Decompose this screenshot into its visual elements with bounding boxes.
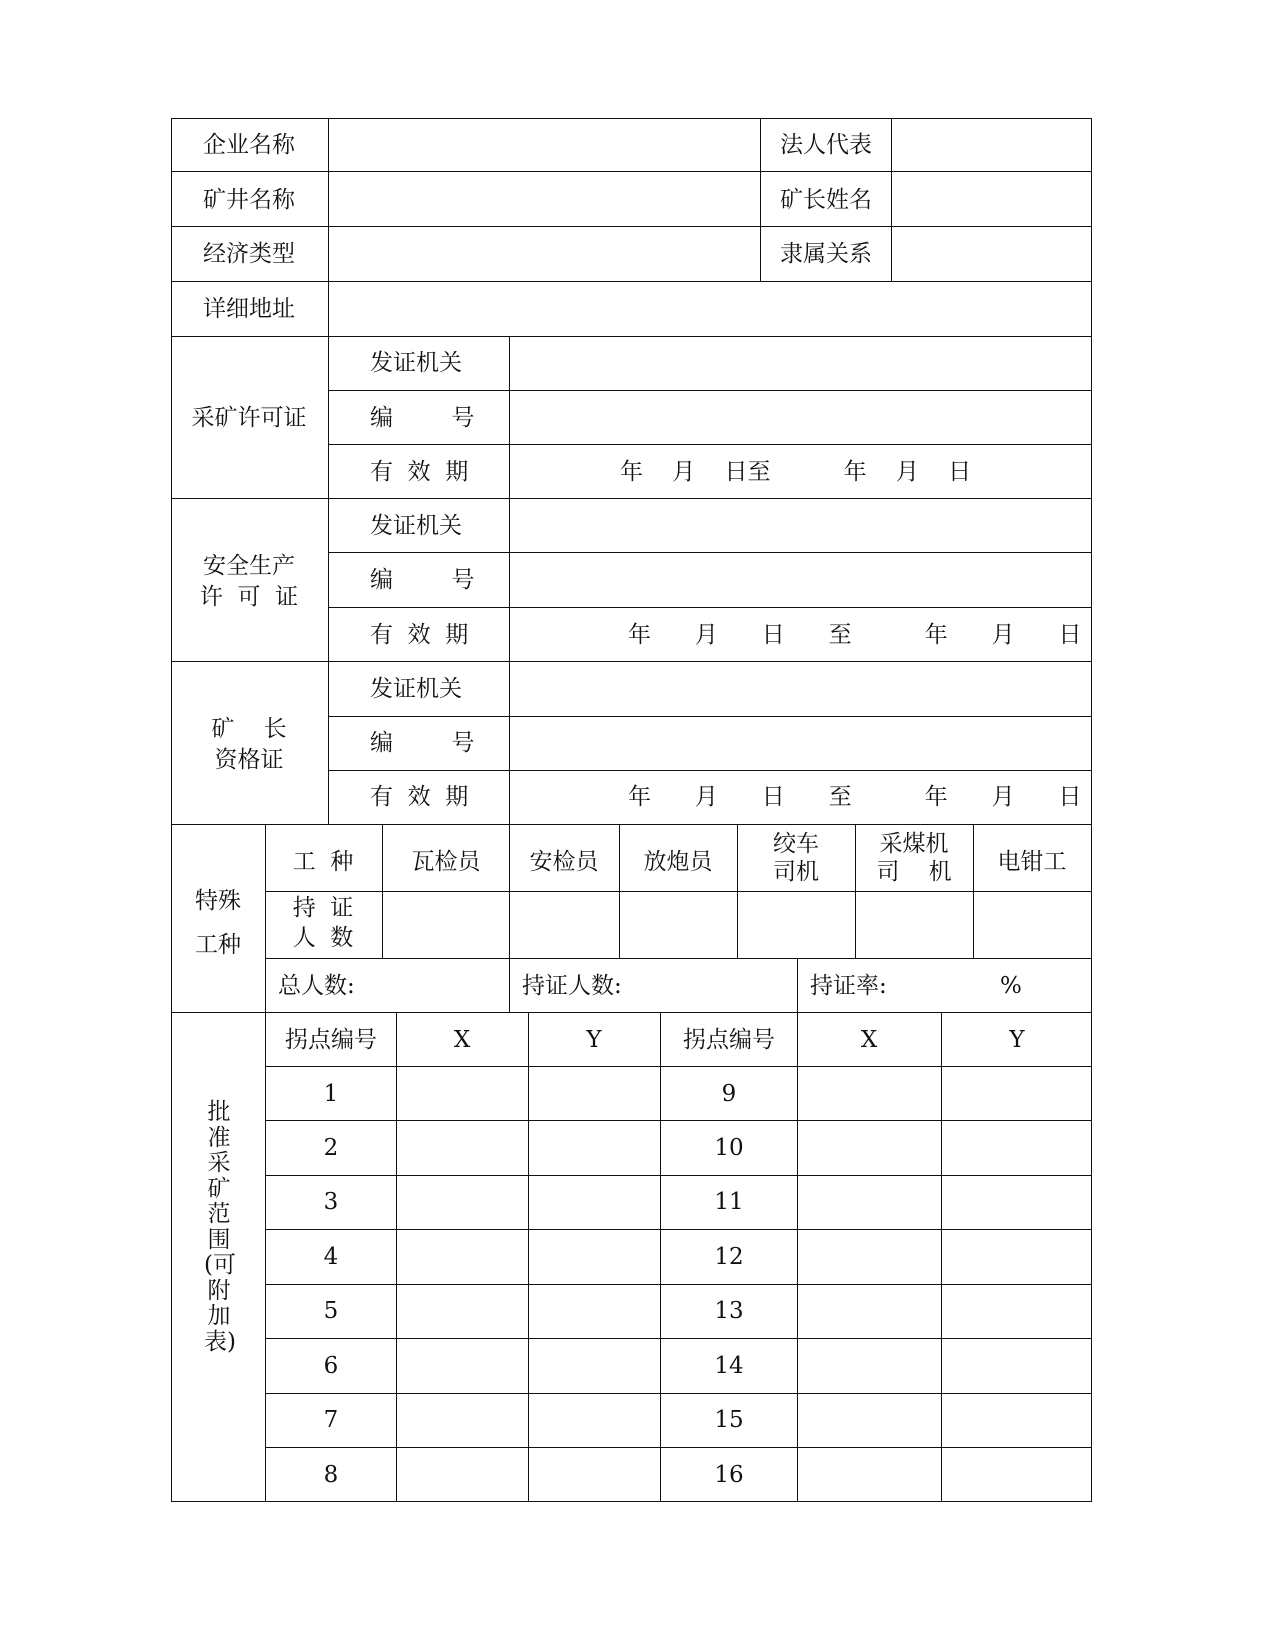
safety-permit-validity-dates: 年 月 日 至 年 月 日 (628, 622, 1082, 648)
row-divider (329, 716, 1092, 717)
row-divider (265, 1066, 1092, 1067)
point-number: 4 (323, 1244, 339, 1270)
row-divider (329, 552, 1092, 553)
col-header-y: Y (1009, 1027, 1025, 1053)
trade-label: 采煤机 (879, 831, 949, 857)
row-divider (265, 1447, 1092, 1448)
row-divider (171, 498, 1092, 499)
mining-range-label: 批准采矿范围(可附加表) (204, 1099, 236, 1355)
point-number: 8 (323, 1462, 339, 1488)
trade-label-line2: 司 机 (876, 859, 952, 885)
row-divider (171, 226, 1092, 227)
point-number: 16 (714, 1462, 744, 1488)
row-divider (329, 770, 1092, 771)
row-divider (171, 281, 1092, 282)
col-header-y: Y (586, 1027, 602, 1053)
safety-permit-issuer-label: 发证机关 (370, 513, 462, 539)
point-number: 3 (323, 1189, 339, 1215)
col-divider (528, 1012, 529, 1502)
company-name-label: 企业名称 (203, 132, 295, 158)
col-header-point: 拐点编号 (285, 1027, 377, 1053)
col-divider (265, 824, 266, 1502)
trade-header-label: 工 种 (292, 849, 354, 875)
col-divider (619, 824, 620, 958)
row-divider (265, 891, 1092, 892)
point-number: 5 (323, 1298, 339, 1324)
mining-permit-number-label: 编 号 (370, 405, 475, 431)
legal-rep-label: 法人代表 (780, 132, 872, 158)
economic-type-label: 经济类型 (203, 241, 295, 267)
mine-head-cert-label-line1: 矿 长 (211, 716, 287, 742)
point-number: 13 (714, 1298, 744, 1324)
total-count-label: 总人数: (278, 973, 355, 999)
mining-permit-validity-dates: 年 月 日至 年 月 日 (620, 459, 972, 485)
row-divider (329, 607, 1092, 608)
point-number: 1 (323, 1081, 339, 1107)
safety-permit-label-line1: 安全生产 (203, 553, 295, 579)
rate-unit: % (1000, 973, 1022, 999)
trade-label: 放炮员 (643, 849, 713, 875)
col-divider (660, 1012, 661, 1502)
col-divider (891, 118, 892, 281)
mining-permit-label: 采矿许可证 (191, 405, 307, 431)
col-header-point: 拐点编号 (683, 1027, 775, 1053)
safety-permit-label-line2: 许 可 证 (199, 584, 299, 610)
mine-head-cert-number-label: 编 号 (370, 730, 475, 756)
trade-label: 电钳工 (997, 849, 1067, 875)
mining-permit-validity-label: 有 效 期 (370, 459, 469, 485)
col-divider (855, 824, 856, 958)
address-label: 详细地址 (203, 296, 295, 322)
point-number: 10 (714, 1135, 744, 1161)
point-number: 14 (714, 1353, 744, 1379)
col-divider (797, 1012, 798, 1502)
row-divider (265, 958, 1092, 959)
col-header-x: X (860, 1027, 878, 1053)
mining-permit-issuer-label: 发证机关 (370, 350, 462, 376)
row-divider (265, 1284, 1092, 1285)
point-number: 12 (714, 1244, 744, 1270)
special-trades-label-line1: 特殊 (195, 888, 241, 914)
col-divider (760, 118, 761, 281)
row-divider (329, 390, 1092, 391)
certified-count-label: 持证人数: (522, 973, 622, 999)
row-divider (265, 1120, 1092, 1121)
col-header-x: X (453, 1027, 471, 1053)
row-divider (171, 336, 1092, 337)
mine-name-label: 矿井名称 (203, 187, 295, 213)
holders-label-line2: 人 数 (292, 925, 354, 951)
row-divider (171, 1012, 1092, 1013)
safety-permit-number-label: 编 号 (370, 567, 475, 593)
col-divider (382, 824, 383, 958)
row-divider (329, 444, 1092, 445)
point-number: 15 (714, 1407, 744, 1433)
mine-head-cert-issuer-label: 发证机关 (370, 676, 462, 702)
col-divider (509, 336, 510, 1012)
point-number: 7 (323, 1407, 339, 1433)
col-divider (973, 824, 974, 958)
col-divider (797, 958, 798, 1012)
special-trades-label-line2: 工种 (195, 932, 241, 958)
point-number: 2 (323, 1135, 339, 1161)
point-number: 9 (721, 1081, 737, 1107)
col-divider (737, 824, 738, 958)
certification-rate-label: 持证率: (810, 973, 887, 999)
affiliation-label: 隶属关系 (780, 241, 872, 267)
trade-label: 绞车 (773, 831, 819, 857)
point-number: 6 (323, 1353, 339, 1379)
mine-head-cert-validity-dates: 年 月 日 至 年 月 日 (628, 784, 1082, 810)
row-divider (265, 1393, 1092, 1394)
safety-permit-validity-label: 有 效 期 (370, 622, 469, 648)
row-divider (171, 171, 1092, 172)
trade-label: 安检员 (529, 849, 599, 875)
row-divider (171, 824, 1092, 825)
mine-head-name-label: 矿长姓名 (780, 187, 872, 213)
point-number: 11 (714, 1189, 744, 1215)
row-divider (171, 661, 1092, 662)
trade-label-line2: 司机 (773, 859, 819, 885)
col-divider (396, 1012, 397, 1502)
holders-label-line1: 持 证 (292, 895, 354, 921)
mine-head-cert-label-line2: 资格证 (214, 747, 284, 773)
mine-head-cert-validity-label: 有 效 期 (370, 784, 469, 810)
row-divider (265, 1229, 1092, 1230)
trade-label: 瓦检员 (411, 849, 481, 875)
col-divider (328, 118, 329, 824)
col-divider (941, 1012, 942, 1502)
row-divider (265, 1175, 1092, 1176)
row-divider (265, 1338, 1092, 1339)
